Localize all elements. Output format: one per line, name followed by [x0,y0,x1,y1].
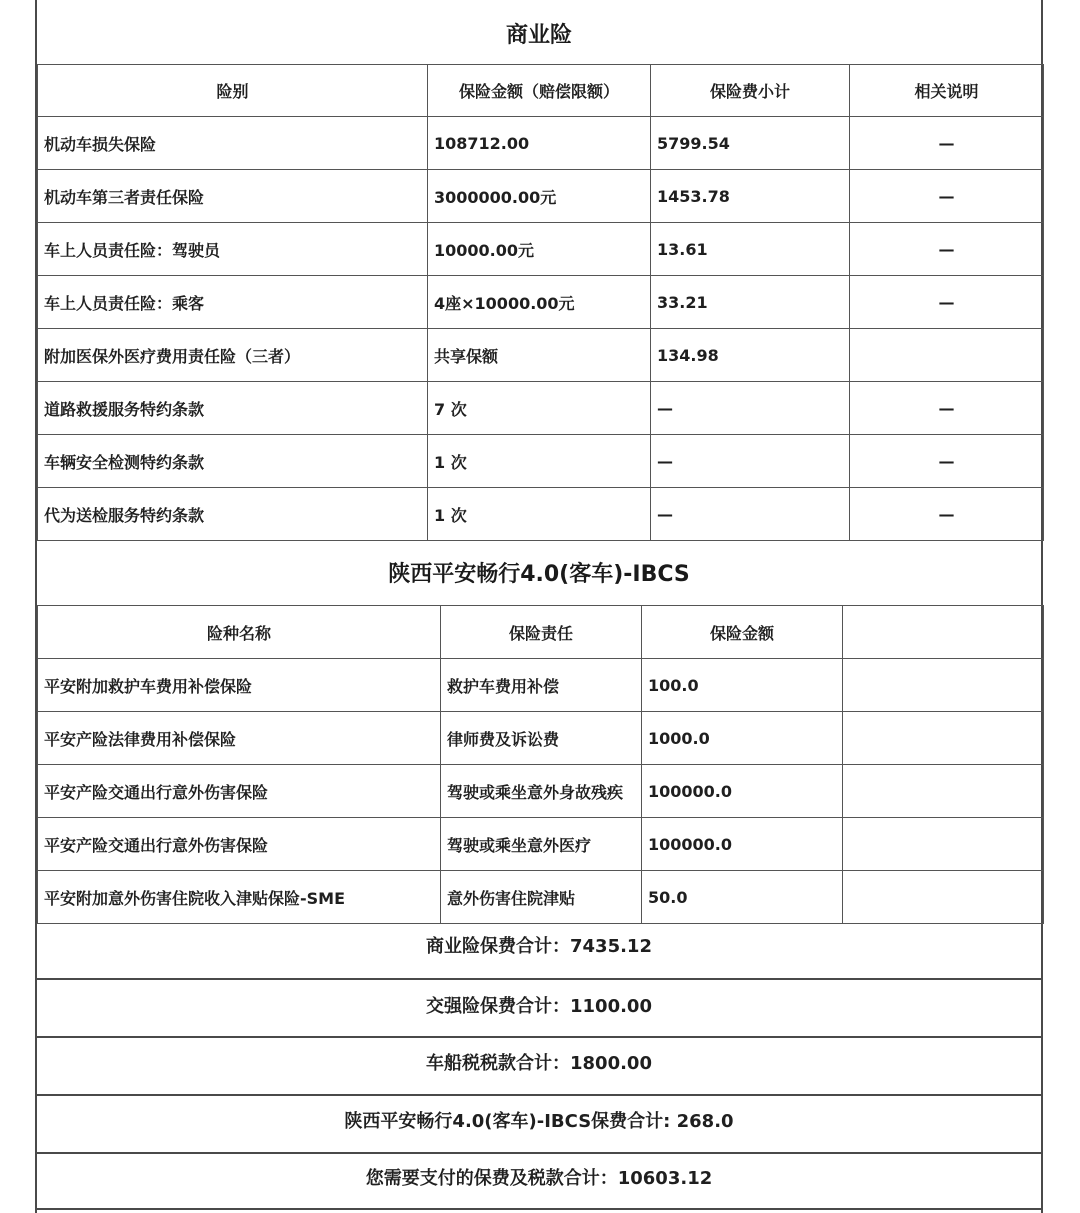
liability: 意外伤害住院津贴 [441,871,642,924]
note [850,329,1044,382]
table-row [38,818,1044,871]
insured-amount: 1 次 [428,435,651,488]
header-coverage-type: 险别 [38,65,428,117]
note: — [850,223,1044,276]
ibcs-premium-total: 陕西平安畅行4.0(客车)-IBCS保费合计: 268.0 [37,1094,1041,1152]
product-name: 平安产险交通出行意外伤害保险 [38,765,441,818]
premium: 33.21 [651,276,850,329]
note: — [850,382,1044,435]
table-header-row [38,65,1044,117]
insured-amount: 1 次 [428,488,651,541]
header-liability: 保险责任 [441,606,642,659]
sum-insured: 100.0 [642,659,843,712]
premium: 134.98 [651,329,850,382]
premium: — [651,382,850,435]
table-row [38,712,1044,765]
empty-cell [843,818,1044,871]
table-row [38,659,1044,712]
policy-frame [35,0,1043,1213]
table-row [38,382,1044,435]
insured-amount: 10000.00元 [428,223,651,276]
premium: 1453.78 [651,170,850,223]
header-product-name: 险种名称 [38,606,441,659]
coverage-name: 道路救援服务特约条款 [38,382,428,435]
coverage-name: 车上人员责任险：驾驶员 [38,223,428,276]
product-name: 平安附加救护车费用补偿保险 [38,659,441,712]
product-name: 平安产险交通出行意外伤害保险 [38,818,441,871]
table-row [38,488,1044,541]
sum-insured: 100000.0 [642,765,843,818]
table-row [38,435,1044,488]
compulsory-premium-total: 交强险保费合计：1100.00 [37,978,1041,1036]
table-row [38,329,1044,382]
empty-cell [843,871,1044,924]
commercial-insurance-table [37,64,1044,541]
liability: 救护车费用补偿 [441,659,642,712]
premium: 13.61 [651,223,850,276]
table-row [38,170,1044,223]
insured-amount: 共享保额 [428,329,651,382]
table-row [38,223,1044,276]
table-row [38,276,1044,329]
header-notes: 相关说明 [850,65,1044,117]
header-empty [843,606,1044,659]
note: — [850,276,1044,329]
empty-cell [843,712,1044,765]
empty-cell [843,659,1044,712]
product-name: 平安产险法律费用补偿保险 [38,712,441,765]
table-row [38,765,1044,818]
header-sum-insured: 保险金额 [642,606,843,659]
insured-amount: 3000000.00元 [428,170,651,223]
commercial-insurance-title: 商业险 [505,23,572,48]
coverage-name: 附加医保外医疗费用责任险（三者） [38,329,428,382]
insured-amount: 108712.00 [428,117,651,170]
product-name: 平安附加意外伤害住院收入津贴保险-SME [38,871,441,924]
liability: 律师费及诉讼费 [441,712,642,765]
table-row [38,117,1044,170]
note: — [850,435,1044,488]
ibcs-section-title: 陕西平安畅行4.0(客车)-IBCS [388,562,690,587]
premium: 5799.54 [651,117,850,170]
ibcs-table [37,605,1044,924]
insured-amount: 7 次 [428,382,651,435]
header-premium-subtotal: 保险费小计 [651,65,850,117]
premium: — [651,488,850,541]
note: — [850,488,1044,541]
grand-total: 您需要支付的保费及税款合计：10603.12 [37,1152,1041,1210]
coverage-name: 机动车损失保险 [38,117,428,170]
sum-insured: 50.0 [642,871,843,924]
premium: — [651,435,850,488]
empty-cell [843,765,1044,818]
note: — [850,170,1044,223]
coverage-name: 车上人员责任险：乘客 [38,276,428,329]
coverage-name: 车辆安全检测特约条款 [38,435,428,488]
liability: 驾驶或乘坐意外身故残疾 [441,765,642,818]
header-insured-amount: 保险金额（赔偿限额） [428,65,651,117]
commercial-premium-total: 商业险保费合计：7435.12 [426,936,652,957]
table-row [38,871,1044,924]
coverage-name: 代为送检服务特约条款 [38,488,428,541]
coverage-name: 机动车第三者责任保险 [38,170,428,223]
liability: 驾驶或乘坐意外医疗 [441,818,642,871]
insured-amount: 4座×10000.00元 [428,276,651,329]
table-header-row [38,606,1044,659]
sum-insured: 1000.0 [642,712,843,765]
sum-insured: 100000.0 [642,818,843,871]
vehicle-tax-total: 车船税税款合计：1800.00 [37,1036,1041,1094]
note: — [850,117,1044,170]
